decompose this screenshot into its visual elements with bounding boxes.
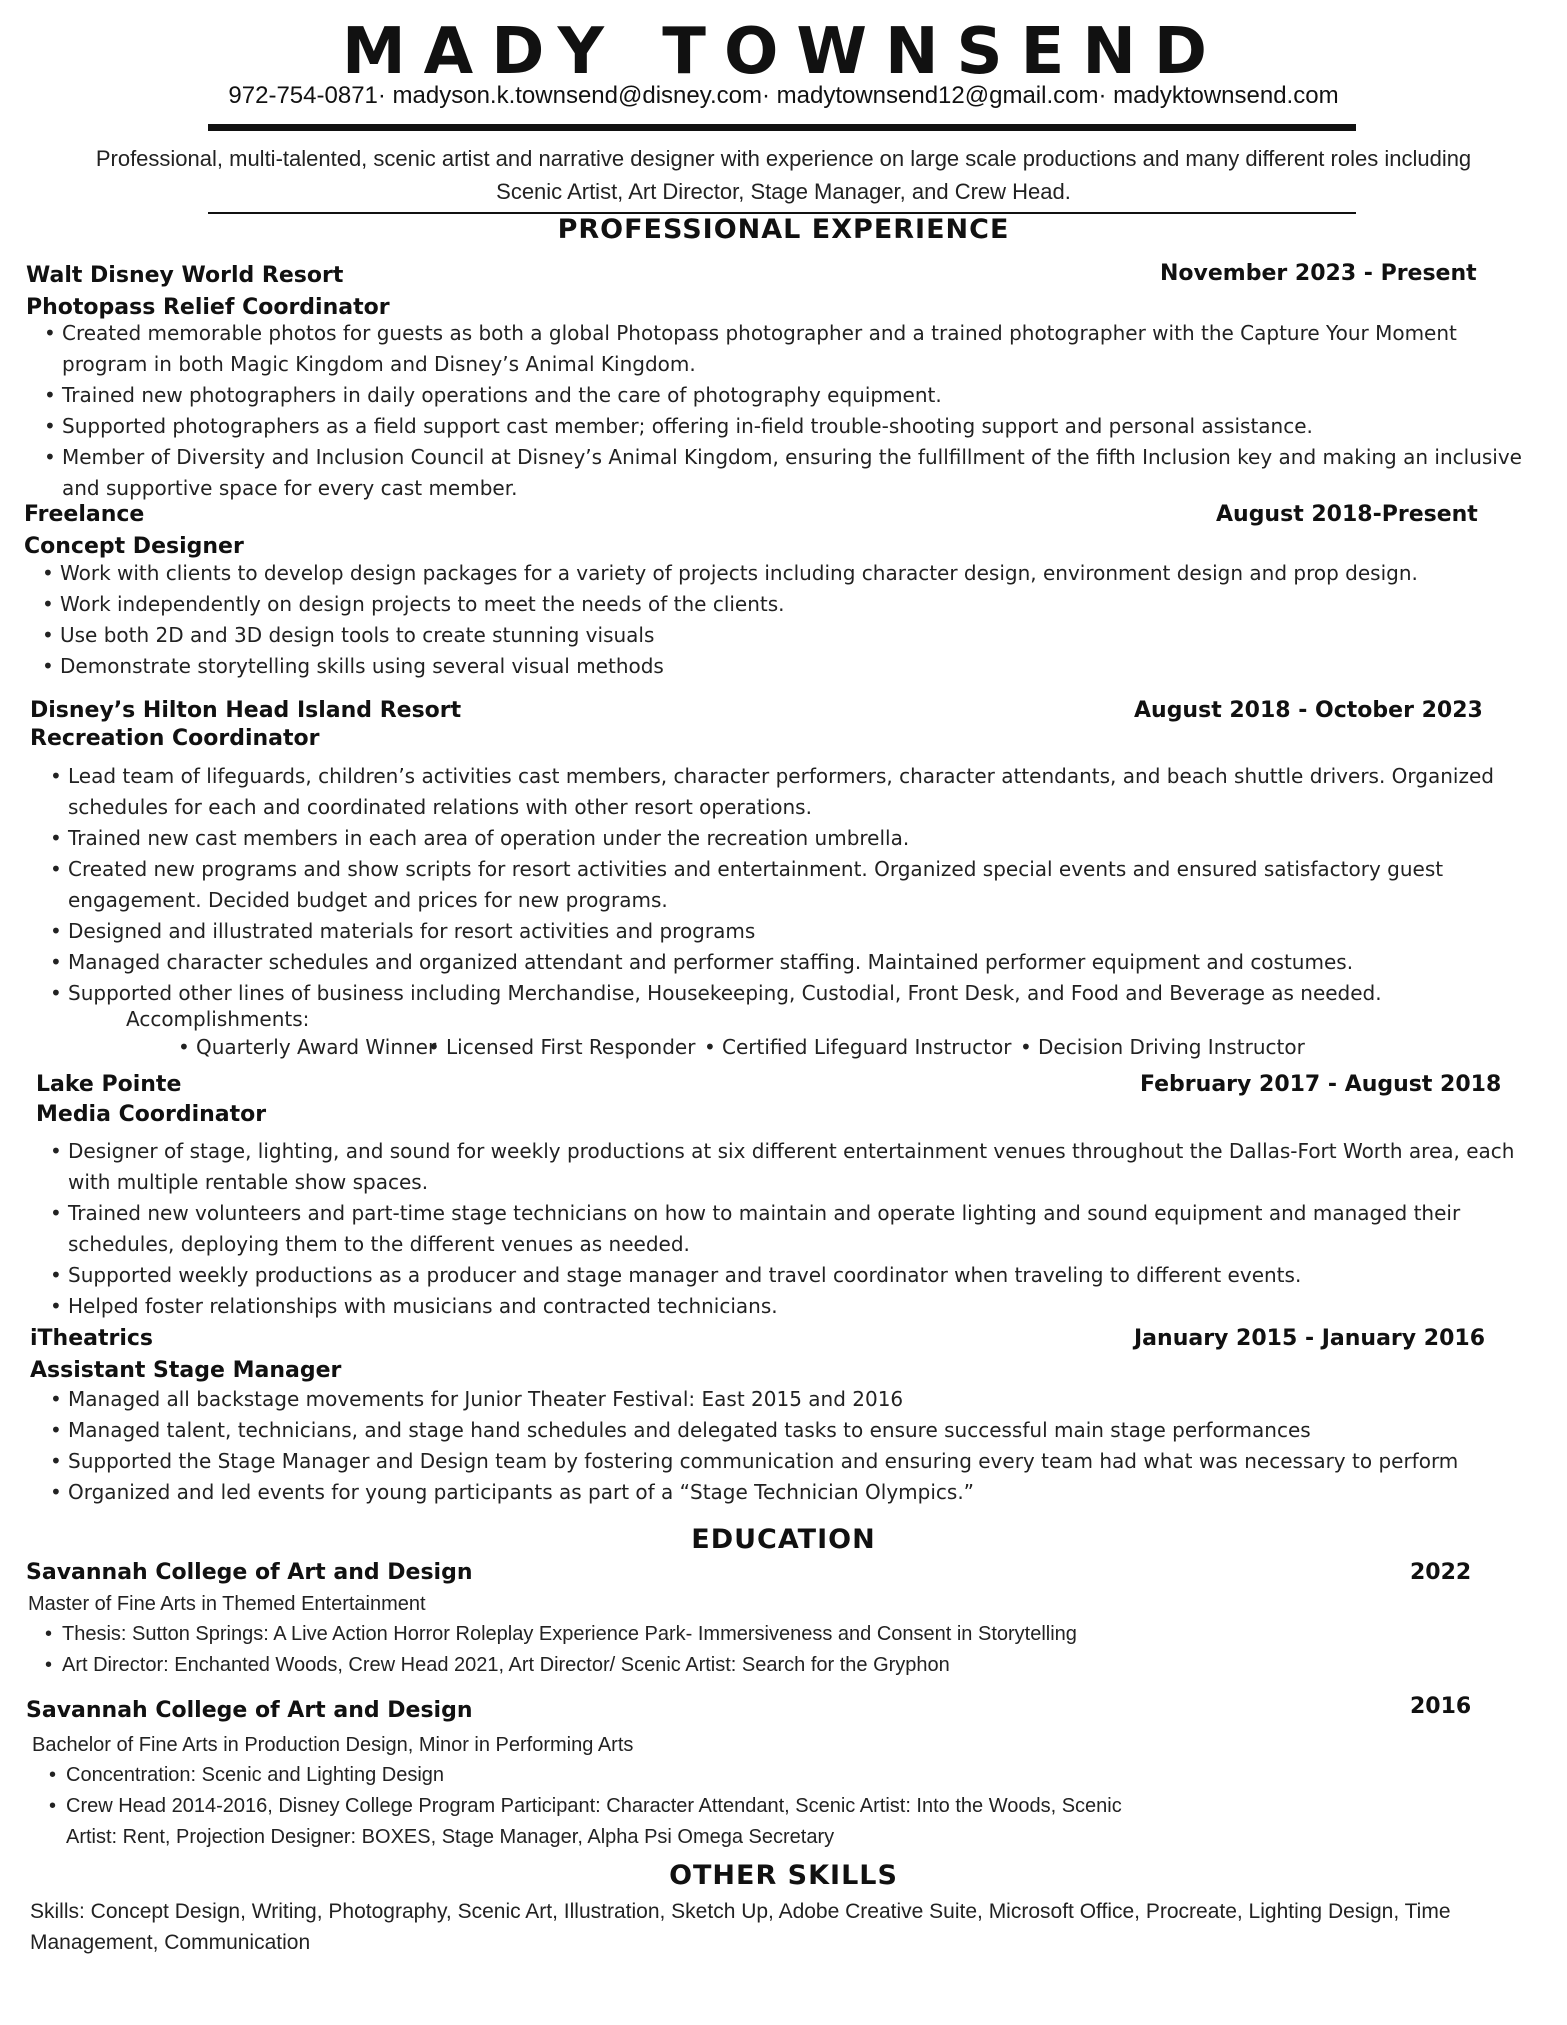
list-item: • Designer of stage, lighting, and sound for weekly productions at six different entertainment venues throughout the Dallas-Fort Worth area, each with multiple rentable show spaces. (44, 1136, 1554, 1198)
list-item: • Created memorable photos for guests as both a global Photopass photographer and a trained photographer with the Capture Your Moment program in both Magic Kingdom and Disney’s Animal Kingdom. (38, 318, 1548, 380)
applicant-name: MADY TOWNSEND (341, 15, 1226, 89)
list-item: • Work with clients to develop design packages for a variety of projects including character design, environment design and prop design. (36, 558, 1546, 589)
job-bullets (44, 761, 1524, 1009)
list-item: • Concentration: Scenic and Lighting Design (44, 1760, 1174, 1791)
summary-text: Professional, multi-talented, scenic artist and narrative designer with experience on large scale productions and many different roles including Scenic Artist, Art Director, Stage Manager, and Crew Head. (95, 146, 1472, 204)
list-item: • Art Director: Enchanted Woods, Crew Head 2021, Art Director/ Scenic Artist: Search for the Gryphon (40, 1650, 1520, 1681)
accomplishment-item: • Decision Driving Instructor (1020, 1032, 1305, 1062)
education-bullets (40, 1619, 1520, 1681)
list-item: • Supported other lines of business including Merchandise, Housekeeping, Custodial, Front Desk, and Food and Beverage as needed. (44, 978, 1524, 1009)
list-item: • Managed all backstage movements for Junior Theater Festival: East 2015 and 2016 (44, 1384, 1554, 1415)
list-item: • Helped foster relationships with musicians and contracted technicians. (44, 1291, 1554, 1322)
job-organization: Lake Pointe (36, 1072, 182, 1097)
job-bullets (38, 318, 1548, 504)
contact-line: 972-754-0871· madyson.k.townsend@disney.com· madytownsend12@gmail.com· madyktownsend.com (228, 82, 1339, 109)
list-item: • Managed talent, technicians, and stage hand schedules and delegated tasks to ensure successful main stage performances (44, 1415, 1554, 1446)
accomplishment-item: • Certified Lifeguard Instructor (704, 1032, 1011, 1062)
accomplishment-item: • Licensed First Responder (428, 1032, 695, 1062)
header-divider (208, 124, 1356, 131)
list-item: • Demonstrate storytelling skills using several visual methods (36, 651, 1546, 682)
job-organization: iTheatrics (30, 1326, 154, 1351)
list-item: • Crew Head 2014-2016, Disney College Program Participant: Character Attendant, Scenic Artist: Into the Woods, Scenic Artist: Rent, Projection Designer: BOXES, Stage Manager, Alpha Psi Omega Secretary (44, 1791, 1174, 1853)
graduation-year: 2022 (1410, 1560, 1472, 1585)
job-role: Photopass Relief Coordinator (26, 295, 390, 320)
job-role: Media Coordinator (36, 1102, 267, 1127)
job-role: Assistant Stage Manager (30, 1358, 342, 1383)
list-item: • Supported weekly productions as a producer and stage manager and travel coordinator when traveling to different events. (44, 1260, 1554, 1291)
accomplishment-item: • Quarterly Award Winner (178, 1032, 436, 1062)
job-role: Concept Designer (24, 534, 244, 559)
list-item: • Supported photographers as a field support cast member; offering in-field trouble-shooting support and personal assistance. (38, 411, 1548, 442)
accomplishments-label: Accomplishments: (126, 1007, 310, 1031)
job-dates: February 2017 - August 2018 (1140, 1072, 1502, 1097)
job-organization: Walt Disney World Resort (26, 263, 344, 288)
experience-heading: PROFESSIONAL EXPERIENCE (557, 214, 1010, 245)
list-item: • Organized and led events for young participants as part of a “Stage Technician Olympics.” (44, 1477, 1554, 1508)
list-item: • Designed and illustrated materials for resort activities and programs (44, 916, 1524, 947)
graduation-year: 2016 (1410, 1694, 1472, 1719)
list-item: • Lead team of lifeguards, children’s activities cast members, character performers, character attendants, and beach shuttle drivers. Organized schedules for each and coordinated relations with other resort operations. (44, 761, 1524, 823)
list-item: • Trained new photographers in daily operations and the care of photography equipment. (38, 380, 1548, 411)
skills-text: Skills: Concept Design, Writing, Photography, Scenic Art, Illustration, Sketch Up, Adobe Creative Suite, Microsoft Office, Procreate, Lighting Design, Time Management, Communication (30, 1900, 1451, 1954)
list-item: • Use both 2D and 3D design tools to create stunning visuals (36, 620, 1546, 651)
list-item: • Managed character schedules and organized attendant and performer staffing. Maintained performer equipment and costumes. (44, 947, 1524, 978)
list-item: • Work independently on design projects to meet the needs of the clients. (36, 589, 1546, 620)
list-item: • Created new programs and show scripts for resort activities and entertainment. Organized special events and ensured satisfactory guest engagement. Decided budget and prices for new programs. (44, 854, 1524, 916)
list-item: • Thesis: Sutton Springs: A Live Action Horror Roleplay Experience Park- Immersiveness and Consent in Storytelling (40, 1619, 1520, 1650)
job-bullets (36, 558, 1546, 682)
school-name: Savannah College of Art and Design (26, 1698, 473, 1723)
education-heading: EDUCATION (691, 1524, 876, 1555)
job-role: Recreation Coordinator (30, 726, 320, 751)
degree: Master of Fine Arts in Themed Entertainment (28, 1593, 426, 1615)
list-item: • Trained new volunteers and part-time stage technicians on how to maintain and operate lighting and sound equipment and managed their schedules, deploying them to the different venues as needed. (44, 1198, 1554, 1260)
skills-heading: OTHER SKILLS (669, 1860, 898, 1891)
accomplishments-list (178, 1032, 1428, 1062)
job-bullets (44, 1384, 1554, 1508)
list-item: • Member of Diversity and Inclusion Council at Disney’s Animal Kingdom, ensuring the fullfillment of the fifth Inclusion key and making an inclusive and supportive space for every cast member. (38, 442, 1548, 504)
job-organization: Freelance (24, 502, 145, 527)
job-organization: Disney’s Hilton Head Island Resort (30, 698, 462, 723)
job-dates: November 2023 - Present (1160, 261, 1477, 286)
job-dates: August 2018 - October 2023 (1134, 698, 1483, 723)
school-name: Savannah College of Art and Design (26, 1560, 473, 1585)
list-item: • Supported the Stage Manager and Design team by fostering communication and ensuring every team had what was necessary to perform (44, 1446, 1554, 1477)
job-dates: August 2018-Present (1216, 502, 1478, 527)
job-dates: January 2015 - January 2016 (1134, 1326, 1486, 1351)
degree: Bachelor of Fine Arts in Production Design, Minor in Performing Arts (32, 1734, 634, 1756)
list-item: • Trained new cast members in each area of operation under the recreation umbrella. (44, 823, 1524, 854)
education-bullets (44, 1760, 1174, 1853)
job-bullets (44, 1136, 1554, 1322)
